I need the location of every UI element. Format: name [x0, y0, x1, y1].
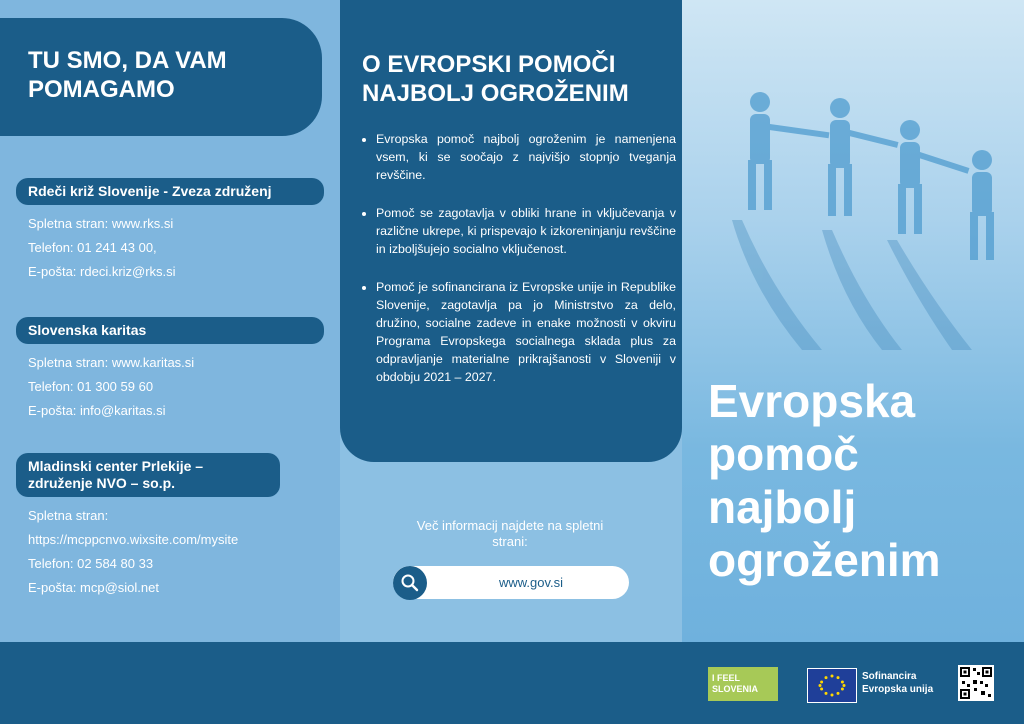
logo-line-1: I FEEL: [712, 673, 741, 683]
left-title: TU SMO, DA VAM POMAGAMO: [28, 47, 227, 103]
org-website[interactable]: Spletna stran: www.karitas.si: [28, 355, 195, 370]
website-url[interactable]: www.gov.si: [498, 575, 564, 590]
info-bullet: • Evropska pomoč najbolj ogroženim je namenjena vsem, ki se soočajo z najvišjo stopnjo tveganja revščine.: [376, 130, 676, 184]
info-box: [340, 0, 682, 462]
org-website[interactable]: https://mcppcnvo.wixsite.com/mysite: [28, 532, 239, 547]
left-header: [0, 18, 322, 136]
info-bullet: • Pomoč se zagotavlja v obliki hrane in vključevanja v različne ukrepe, ki prispevajo k izkoreninjanju revščine in izboljšujejo socialno vključenost.: [376, 204, 676, 258]
org-email[interactable]: E-pošta: rdeci.kriz@rks.si: [28, 264, 176, 279]
org-website[interactable]: Spletna stran: www.rks.si: [28, 216, 174, 231]
org-name: Rdeči križ Slovenije - Zveza združenj: [16, 178, 324, 205]
info-list: [360, 130, 676, 406]
logo-line-2: SLOVENIA: [712, 684, 759, 694]
org-block-red-cross: [16, 178, 324, 284]
org-website-label: Spletna stran:: [28, 508, 109, 523]
info-bullet: • Pomoč je sofinancirana iz Evropske unije in Republike Slovenije, zagotavlja pa jo Ministrstvo za delo, družino, socialne zadeve in enake možnosti v okviru Programa Evropskega socialnega sklada plus za odpravljanje materialne prikrajšanosti v Sloveniji v obdobju 2021 – 2027.: [376, 278, 676, 386]
org-name: Mladinski center Prlekije – združenje NVO – so.p.: [16, 453, 280, 497]
info-title: O EVROPSKI POMOČI NAJBOLJ OGROŽENIM: [362, 51, 629, 107]
search-icon[interactable]: [393, 566, 427, 600]
org-email[interactable]: E-pošta: info@karitas.si: [28, 403, 166, 418]
org-phone: Telefon: 01 300 59 60: [28, 379, 154, 394]
eu-flag-icon: [807, 668, 857, 703]
website-bar[interactable]: [393, 566, 629, 599]
org-phone: Telefon: 02 584 80 33: [28, 556, 154, 571]
org-email[interactable]: E-pošta: mcp@siol.net: [28, 580, 159, 595]
qr-code-icon[interactable]: [958, 665, 994, 701]
org-name: Slovenska karitas: [16, 317, 324, 344]
org-phone: Telefon: 01 241 43 00,: [28, 240, 157, 255]
eu-text-line: Evropska unija: [862, 684, 934, 695]
i-feel-slovenia-logo: [708, 667, 778, 701]
org-block-karitas: [16, 317, 324, 423]
eu-text-line: Sofinancira: [862, 671, 917, 682]
paper-people-icon: [682, 60, 1024, 360]
more-info-text: Več informacij najdete na spletni strani:: [416, 518, 604, 549]
org-block-mcp: [16, 453, 324, 600]
eu-cofinance-text: [862, 670, 933, 696]
cover-title: Evropska pomoč najbolj ogroženim: [708, 375, 941, 586]
